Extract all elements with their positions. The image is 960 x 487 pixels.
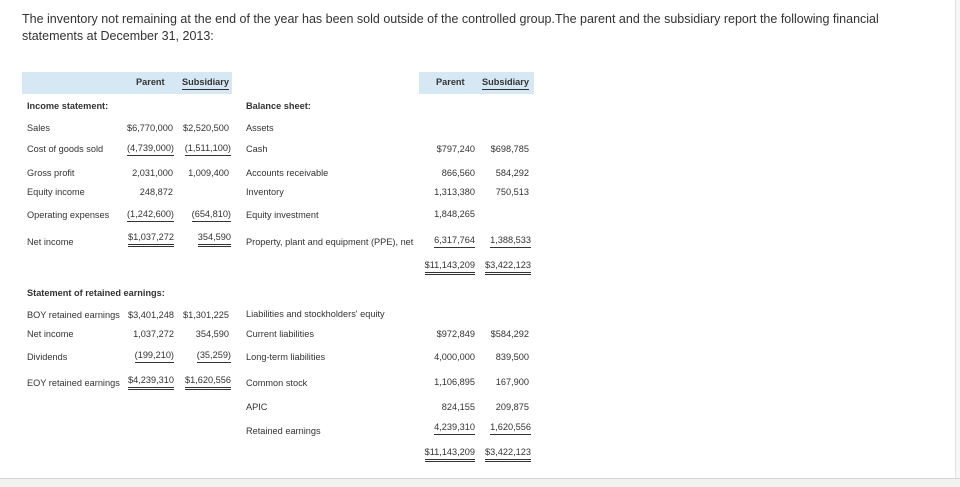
income-statement-title: Income statement: — [27, 101, 109, 111]
bs-parent-equity-investment: 1,848,265 — [434, 209, 475, 219]
is-parent-sales: $6,770,000 — [127, 123, 173, 133]
bs-parent-inventory: 1,313,380 — [434, 187, 475, 197]
bs-label-ppe: Property, plant and equipment (PPE), net — [246, 237, 414, 247]
re-parent-boy: $3,401,248 — [128, 310, 174, 320]
re-parent-dividends: (199,210) — [135, 349, 174, 363]
is-parent-equity-income: 248,872 — [139, 187, 173, 197]
bs-label-inventory: Inventory — [246, 187, 284, 197]
re-sub-eoy: $1,620,556 — [185, 374, 231, 390]
is-parent-gross-profit: 2,031,000 — [132, 168, 173, 178]
re-sub-net-income: 354,590 — [195, 329, 229, 339]
bs-label-cash: Cash — [246, 144, 268, 154]
bs-parent-ppe: 6,317,764 — [434, 234, 475, 248]
window-right-edge — [955, 0, 960, 486]
bs-label-common-stock: Common stock — [246, 378, 308, 388]
bs-sub-retained-earnings: 1,620,556 — [490, 421, 531, 435]
re-label-eoy: EOY retained earnings — [27, 378, 120, 388]
is-label-sales: Sales — [27, 123, 50, 133]
bs-label-ar: Accounts receivable — [246, 168, 329, 178]
bs-label-current-liabilities: Current liabilities — [246, 329, 314, 339]
bs-parent-assets-total: $11,143,209 — [425, 259, 475, 275]
is-sub-sales: $2,520,500 — [183, 123, 229, 133]
is-parent-net-income: $1,037,272 — [128, 231, 174, 247]
re-label-dividends: Dividends — [27, 352, 68, 362]
bs-parent-current-liabilities: $972,849 — [436, 329, 475, 339]
left-header-subsidiary: Subsidiary — [182, 76, 229, 90]
re-parent-eoy: $4,239,310 — [128, 374, 174, 390]
bs-sub-liab-total: $3,422,123 — [485, 446, 531, 462]
is-parent-operating-expenses: (1,242,600) — [127, 208, 174, 222]
is-parent-cogs: (4,739,000) — [127, 142, 174, 156]
is-sub-operating-expenses: (654,810) — [192, 208, 231, 222]
re-parent-net-income: 1,037,272 — [133, 329, 174, 339]
re-label-net-income: Net income — [27, 329, 74, 339]
left-header-parent: Parent — [136, 77, 165, 87]
bs-label-equity-investment: Equity investment — [246, 210, 319, 220]
bs-sub-ppe: 1,388,533 — [490, 234, 531, 248]
bs-sub-apic: 209,875 — [495, 402, 529, 412]
bs-sub-common-stock: 167,900 — [495, 377, 529, 387]
bs-sub-inventory: 750,513 — [495, 187, 529, 197]
right-header-subsidiary: Subsidiary — [482, 76, 529, 90]
bs-parent-liab-total: $11,143,209 — [425, 446, 475, 462]
bs-sub-assets-total: $3,422,123 — [485, 259, 531, 275]
bs-parent-common-stock: 1,106,895 — [434, 377, 475, 387]
bs-sub-current-liabilities: $584,292 — [490, 329, 529, 339]
bs-sub-long-term-liabilities: 839,500 — [495, 352, 529, 362]
is-label-cogs: Cost of goods sold — [27, 144, 104, 154]
bs-assets-label: Assets — [246, 123, 274, 133]
bs-sub-ar: 584,292 — [495, 168, 529, 178]
is-sub-net-income: 354,590 — [198, 231, 231, 247]
is-label-operating-expenses: Operating expenses — [27, 210, 110, 220]
problem-intro-text: The inventory not remaining at the end of the year has been sold outside of the controlled group.The parent and the subsidiary report the following financial statements at December 31, 2013: — [22, 12, 879, 43]
right-header-parent: Parent — [436, 77, 465, 87]
bs-label-long-term-liabilities: Long-term liabilities — [246, 352, 326, 362]
is-label-gross-profit: Gross profit — [27, 168, 75, 178]
bs-label-apic: APIC — [246, 402, 268, 412]
re-sub-dividends: (35,259) — [197, 349, 231, 363]
bs-label-retained-earnings: Retained earnings — [246, 426, 321, 436]
is-sub-gross-profit: 1,009,400 — [188, 168, 229, 178]
bs-liab-equity-label: Liabilities and stockholders' equity — [246, 309, 385, 319]
retained-earnings-title: Statement of retained earnings: — [27, 288, 165, 298]
balance-sheet-title: Balance sheet: — [246, 101, 311, 111]
is-label-net-income: Net income — [27, 237, 74, 247]
bs-parent-apic: 824,155 — [441, 402, 475, 412]
bs-parent-retained-earnings: 4,239,310 — [434, 421, 475, 435]
is-sub-cogs: (1,511,100) — [185, 142, 231, 156]
re-sub-boy: $1,301,225 — [183, 310, 229, 320]
bs-parent-long-term-liabilities: 4,000,000 — [434, 352, 475, 362]
re-label-boy: BOY retained earnings — [27, 310, 120, 320]
is-label-equity-income: Equity income — [27, 187, 85, 197]
bs-parent-ar: 866,560 — [441, 168, 475, 178]
bs-sub-cash: $698,785 — [490, 144, 529, 154]
bs-parent-cash: $797,240 — [436, 144, 475, 154]
